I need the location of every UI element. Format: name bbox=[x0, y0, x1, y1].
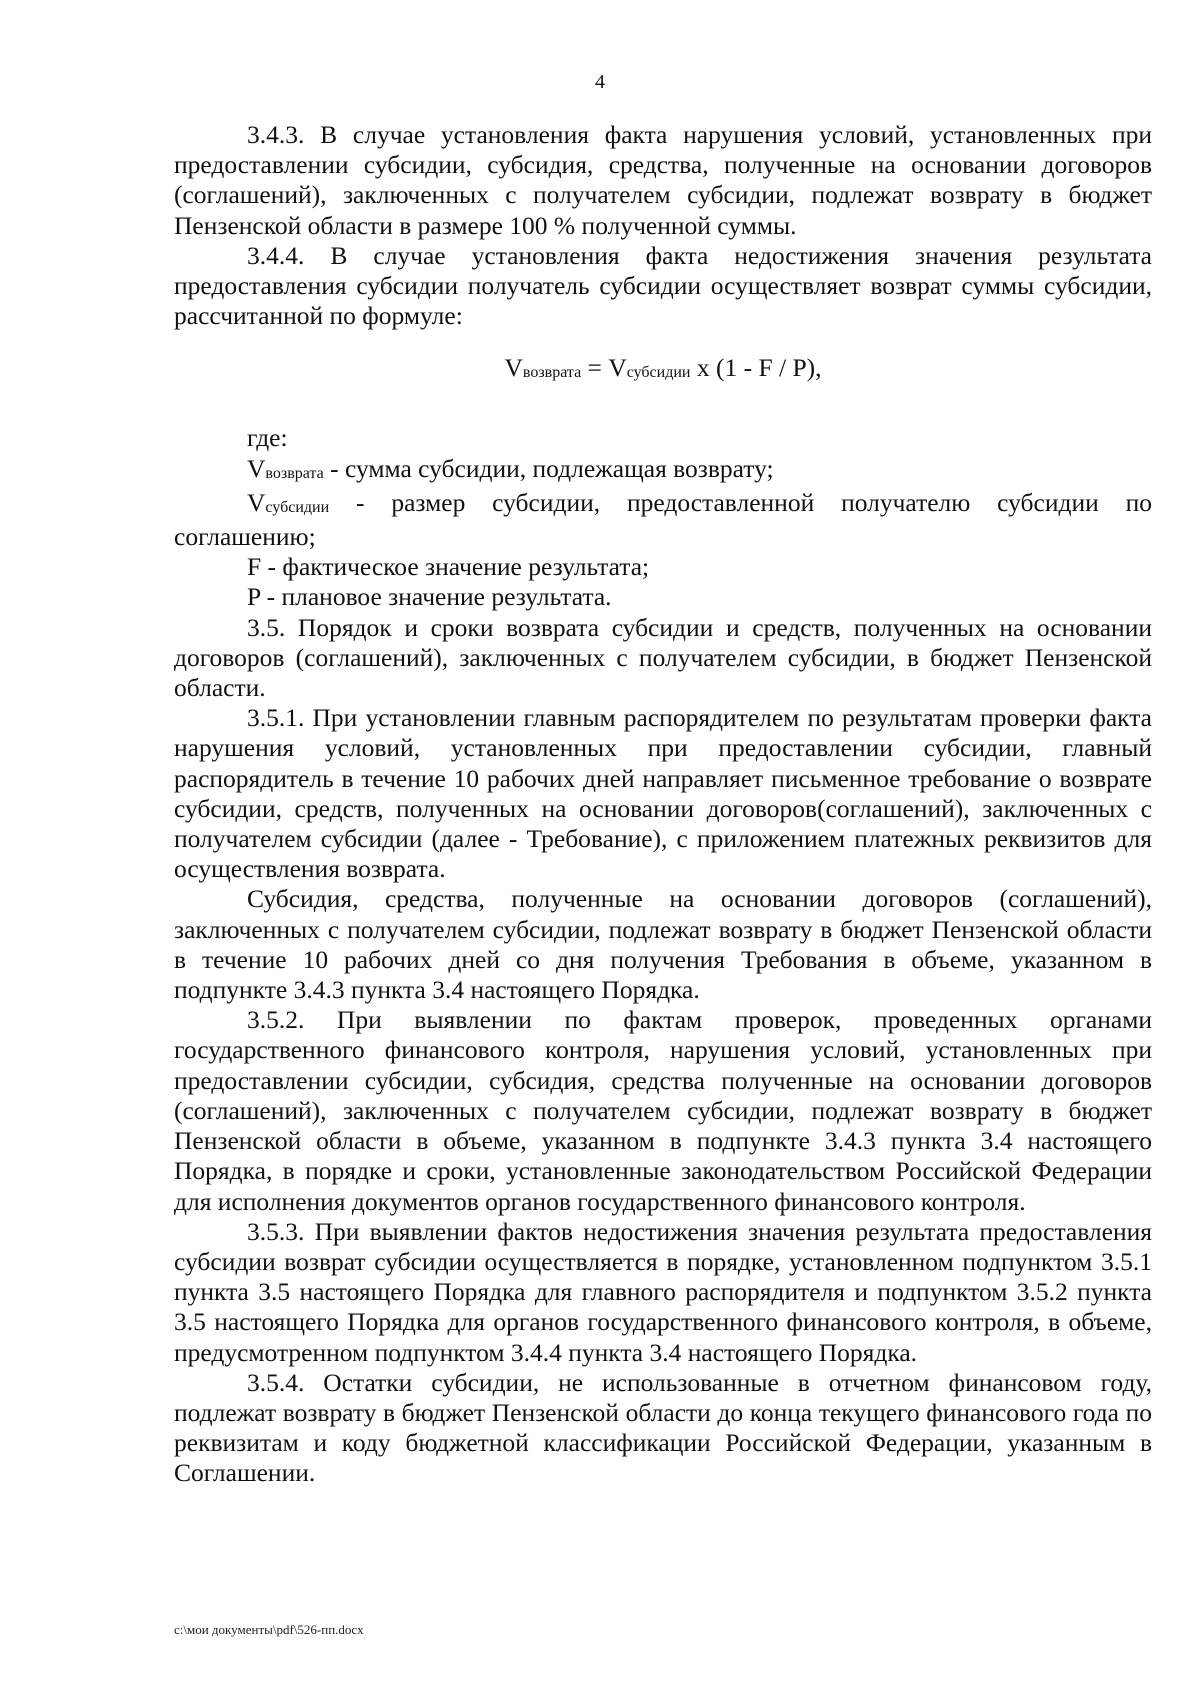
definition-v-subsidy-sub: субсидии bbox=[265, 498, 330, 516]
paragraph-3-5-2: 3.5.2. При выявлении по фактам проверок, проведенных органами государственного финансового контроля, нарушения условий, установленных при предоставлении субсидии, субсидия, средства полученные на основании договоров (соглашений), заключенных с получателем субсидии, подлежат возврату в бюджет Пензенской области в объеме, указанном в подпункте 3.4.3 пункта 3.4 настоящего Порядка, в порядке и сроки, установленные законодательством Российской Федерации для исполнения документов органов государственного финансового контроля. bbox=[174, 1005, 1152, 1216]
document-body bbox=[174, 120, 1152, 1489]
definition-v-symbol: V bbox=[247, 487, 266, 517]
definition-v-subsidy-text: - размер субсидии, предоставленной получателю субсидии по соглашению; bbox=[174, 487, 1152, 552]
definition-p: P - плановое значение результата. bbox=[247, 582, 612, 612]
formula-rest: x (1 - F / P), bbox=[690, 353, 822, 383]
definition-v-return-sub: возврата bbox=[265, 464, 324, 482]
where-label: где: bbox=[247, 423, 288, 453]
footer-file-path: c:\мои документы\pdf\526-пп.docx bbox=[174, 1622, 364, 1637]
definition-f: F - фактическое значение результата; bbox=[247, 552, 650, 582]
paragraph-3-5-3: 3.5.3. При выявлении фактов недостижения значения результата предоставления субсидии возврат субсидии осуществляется в порядке, установленном подпунктом 3.5.1 пункта 3.5 настоящего Порядка для главного распорядителя и подпунктом 3.5.2 пункта 3.5 настоящего Порядка для органов государственного финансового контроля, в объеме, предусмотренном подпунктом 3.4.4 пункта 3.4 настоящего Порядка. bbox=[174, 1216, 1152, 1367]
definition-v-symbol: V bbox=[247, 453, 266, 483]
formula-equals: = bbox=[581, 353, 609, 383]
page-number: 4 bbox=[595, 71, 605, 93]
refund-formula bbox=[174, 353, 1152, 387]
paragraph-3-4-3: 3.4.3. В случае установления факта нарушения условий, установленных при предоставлении субсидии, субсидия, средства, полученные на основании договоров (соглашений), заключенных с получателем субсидии, подлежат возврату в бюджет Пензенской области в размере 100 % полученной суммы. bbox=[174, 120, 1152, 240]
formula-sub-subsidy: субсидии bbox=[626, 364, 691, 382]
formula-v-subsidy: V bbox=[608, 353, 627, 383]
definition-v-subsidy bbox=[174, 488, 1152, 552]
definition-v-return-text: - сумма субсидии, подлежащая возврату; bbox=[323, 453, 774, 483]
definition-v-return bbox=[174, 454, 1152, 488]
paragraph-3-5: 3.5. Порядок и сроки возврата субсидии и средств, полученных на основании договоров (соглашений), заключенных с получателем субсидии, в бюджет Пензенской области. bbox=[174, 612, 1152, 703]
paragraph-3-5-4: 3.5.4. Остатки субсидии, не использованные в отчетном финансовом году, подлежат возврату в бюджет Пензенской области до конца текущего финансового года по реквизитам и коду бюджетной классификации Российской Федерации, указанным в Соглашении. bbox=[174, 1367, 1152, 1488]
formula-v-return: V bbox=[504, 353, 523, 383]
paragraph-3-5-1-continued: Субсидия, средства, полученные на основании договоров (соглашений), заключенных с получателем субсидии, подлежат возврату в бюджет Пензенской области в течение 10 рабочих дней со дня получения Требования в объеме, указанном в подпункте 3.4.3 пункта 3.4 настоящего Порядка. bbox=[174, 884, 1152, 1005]
paragraph-3-4-4: 3.4.4. В случае установления факта недостижения значения результата предоставления субсидии получатель субсидии осуществляет возврат суммы субсидии, рассчитанной по формуле: bbox=[174, 240, 1152, 331]
formula-sub-return: возврата bbox=[522, 364, 582, 382]
paragraph-3-5-1: 3.5.1. При установлении главным распорядителем по результатам проверки факта нарушения условий, установленных при предоставлении субсидии, главный распорядитель в течение 10 рабочих дней направляет письменное требование о возврате субсидии, средств, полученных на основании договоров(соглашений), заключенных с получателем субсидии (далее - Требование), с приложением платежных реквизитов для осуществления возврата. bbox=[174, 703, 1152, 884]
